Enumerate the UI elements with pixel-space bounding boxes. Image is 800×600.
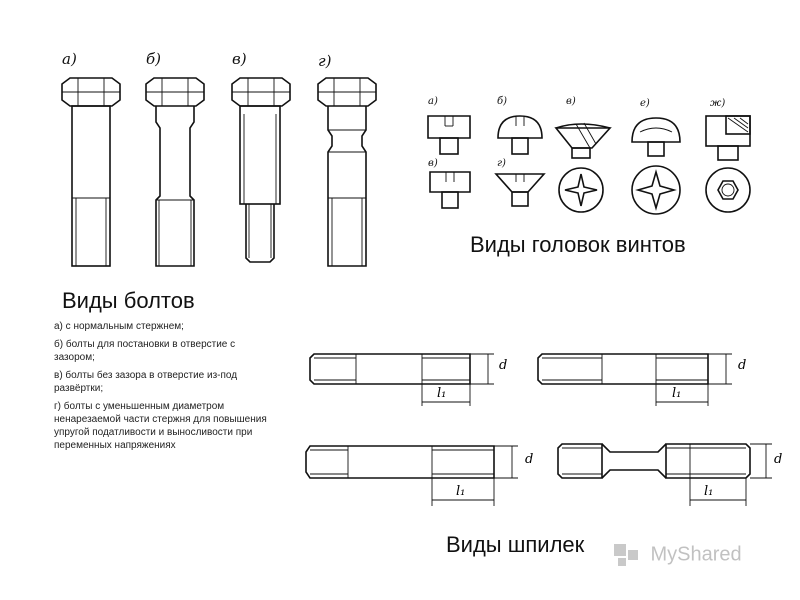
stud-3-dim-d: d <box>525 452 534 467</box>
bolt-desc-g: г) болты с уменьшенным диаметром ненарезаемой части стержня для повышения упругой податливости и выносливости при переменных напряжениях <box>54 401 267 451</box>
screw-head-zh <box>706 116 750 160</box>
bolt-g <box>318 78 376 266</box>
screw-head-e <box>632 118 680 156</box>
bolts-description <box>54 320 269 457</box>
stud-4 <box>558 444 772 506</box>
head-label-a: а) <box>428 96 438 107</box>
studs-title: Виды шпилек <box>446 532 585 557</box>
stud-4-dim-l1: l₁ <box>704 484 714 499</box>
screw-heads-drawing <box>420 108 760 220</box>
screw-heads-title: Виды головок винтов <box>470 232 686 257</box>
bolt-desc-v: в) болты без зазора в отверстие из-под развёртки; <box>54 370 238 394</box>
screw-head-a <box>428 116 470 154</box>
stud-3 <box>306 446 518 506</box>
head-label-g: г) <box>497 158 506 169</box>
bolt-label-b: б) <box>146 50 162 68</box>
screw-head-cross-top-1 <box>559 168 603 212</box>
screw-head-b <box>498 116 542 154</box>
head-label-v2: в) <box>428 158 438 169</box>
head-label-zh: ж) <box>710 98 726 109</box>
stud-1-dim-d: d <box>499 358 508 373</box>
bolt-desc-a: а) с нормальным стержнем; <box>54 321 184 332</box>
bolt-a <box>62 78 120 266</box>
head-label-e: е) <box>640 98 650 109</box>
screw-head-g <box>496 174 544 206</box>
stud-1 <box>310 354 494 406</box>
stud-2 <box>538 354 732 406</box>
bolt-b <box>146 78 204 266</box>
bolt-label-a: а) <box>62 50 77 68</box>
screw-head-v2 <box>430 172 470 208</box>
stud-2-dim-d: d <box>738 358 747 373</box>
stud-1-dim-l1: l₁ <box>437 386 447 401</box>
bolts-title: Виды болтов <box>62 288 195 313</box>
head-label-v: в) <box>566 96 576 107</box>
stud-4-dim-d: d <box>774 452 783 467</box>
bolt-label-g: г) <box>318 52 332 70</box>
watermark-text: MyShared <box>650 543 742 566</box>
screw-head-cross-top-2 <box>632 166 680 214</box>
screw-head-v <box>556 123 610 158</box>
stud-2-dim-l1: l₁ <box>672 386 682 401</box>
bolts-drawing <box>50 70 390 280</box>
bolt-v <box>232 78 290 262</box>
head-label-b: б) <box>497 96 508 107</box>
bolt-label-v: в) <box>232 50 247 68</box>
watermark <box>612 540 742 570</box>
stud-3-dim-l1: l₁ <box>456 484 466 499</box>
bolt-desc-b: б) болты для постановки в отверстие с зазором; <box>54 339 236 363</box>
screw-head-hex-top <box>706 168 750 212</box>
watermark-logo-icon <box>612 540 646 570</box>
